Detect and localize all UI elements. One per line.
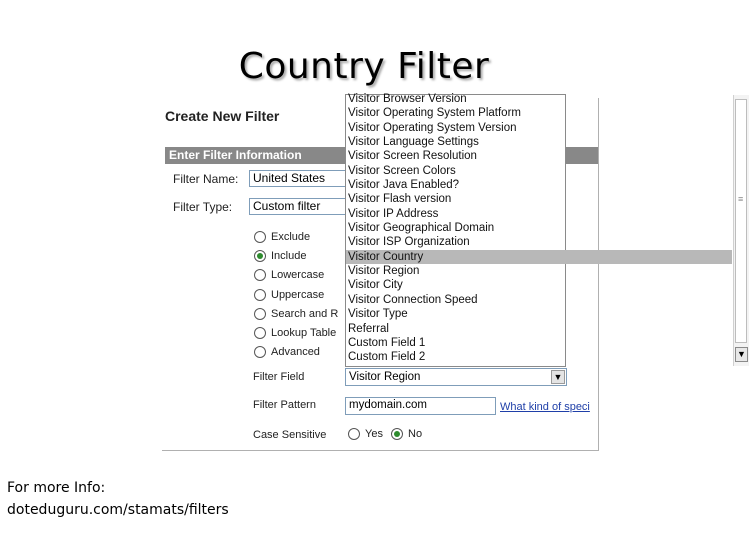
filter-type-option-label: Exclude: [271, 231, 311, 244]
filter-type-option-label: Lookup Table: [271, 327, 337, 340]
filter-type-option[interactable]: [254, 308, 338, 324]
filter-type-option-label: Uppercase: [271, 288, 325, 301]
scrollbar-thumb[interactable]: [735, 99, 747, 343]
filter-type-option[interactable]: [254, 231, 310, 247]
dropdown-option[interactable]: Visitor Type: [348, 308, 408, 321]
dropdown-option[interactable]: Visitor Region: [348, 265, 420, 278]
filter-field-label: Filter Field: [253, 371, 305, 383]
filter-type-option[interactable]: [254, 250, 306, 266]
dropdown-option[interactable]: Visitor Flash version: [348, 193, 452, 206]
grip-icon: ≡: [738, 194, 744, 204]
case-yes-label: Yes: [365, 428, 383, 441]
case-no-option[interactable]: [391, 428, 422, 444]
dropdown-option[interactable]: Visitor Screen Resolution: [348, 150, 477, 163]
radio-icon[interactable]: [254, 327, 266, 339]
footer-info-label: For more Info:: [7, 480, 106, 496]
filter-type-option[interactable]: [254, 346, 320, 362]
dropdown-option[interactable]: Visitor Screen Colors: [348, 164, 456, 177]
filter-type-option[interactable]: [254, 289, 324, 305]
radio-selected-icon[interactable]: [391, 428, 403, 440]
radio-icon[interactable]: [254, 346, 266, 358]
filter-type-option-label: Advanced: [271, 346, 320, 359]
filter-field-dropdown-list[interactable]: [345, 93, 746, 367]
scrollbar[interactable]: [733, 95, 749, 366]
filter-type-label: Filter Type:: [173, 200, 233, 214]
dropdown-option[interactable]: Visitor Country: [346, 250, 732, 264]
filter-name-input[interactable]: United States: [249, 170, 359, 187]
case-no-label: No: [408, 428, 423, 441]
filter-type-select[interactable]: Custom filter: [249, 198, 359, 215]
form-heading: Create New Filter: [165, 108, 280, 124]
dropdown-option[interactable]: Visitor Java Enabled?: [348, 179, 460, 192]
dropdown-option[interactable]: Visitor ISP Organization: [348, 236, 470, 249]
dropdown-option[interactable]: Visitor Connection Speed: [348, 293, 478, 306]
dropdown-option[interactable]: Visitor Language Settings: [348, 136, 479, 149]
filter-form-screenshot: [162, 93, 746, 451]
dropdown-option[interactable]: Visitor IP Address: [348, 207, 439, 220]
filter-pattern-input[interactable]: mydomain.com: [345, 397, 496, 415]
case-sensitive-label: Case Sensitive: [253, 429, 327, 441]
dropdown-option[interactable]: Visitor Geographical Domain: [348, 222, 495, 235]
filter-type-option[interactable]: [254, 327, 336, 343]
scroll-down-icon[interactable]: ▼: [735, 347, 748, 362]
case-yes-option[interactable]: [348, 428, 383, 444]
filter-field-select[interactable]: [345, 368, 567, 386]
help-link[interactable]: What kind of speci: [500, 401, 590, 413]
radio-icon[interactable]: [254, 289, 266, 301]
filter-name-label: Filter Name:: [173, 172, 239, 186]
filter-type-option[interactable]: [254, 269, 324, 285]
dropdown-option[interactable]: Visitor City: [348, 279, 403, 292]
filter-type-option-label: Lowercase: [271, 269, 325, 282]
dropdown-option[interactable]: Visitor Browser Version: [348, 93, 467, 105]
filter-type-option-label: Search and R: [271, 307, 339, 320]
dropdown-option[interactable]: Custom Field 2: [348, 351, 426, 364]
chevron-down-icon[interactable]: ▼: [551, 370, 565, 384]
filter-pattern-label: Filter Pattern: [253, 399, 316, 411]
radio-icon[interactable]: [254, 231, 266, 243]
radio-icon[interactable]: [348, 428, 360, 440]
radio-icon[interactable]: [254, 308, 266, 320]
section-title: Enter Filter Information: [169, 148, 302, 162]
dropdown-option[interactable]: Visitor Operating System Version: [348, 121, 517, 134]
dropdown-option[interactable]: Visitor Operating System Platform: [348, 107, 521, 120]
filter-type-option-label: Include: [271, 250, 307, 263]
footer-url: doteduguru.com/stamats/filters: [7, 502, 229, 518]
slide-title: Country Filter: [238, 46, 490, 87]
radio-icon[interactable]: [254, 269, 266, 281]
dropdown-option[interactable]: Referral: [348, 322, 389, 335]
dropdown-option[interactable]: Custom Field 1: [348, 336, 426, 349]
radio-selected-icon[interactable]: [254, 250, 266, 262]
filter-field-value: Visitor Region: [349, 371, 421, 383]
